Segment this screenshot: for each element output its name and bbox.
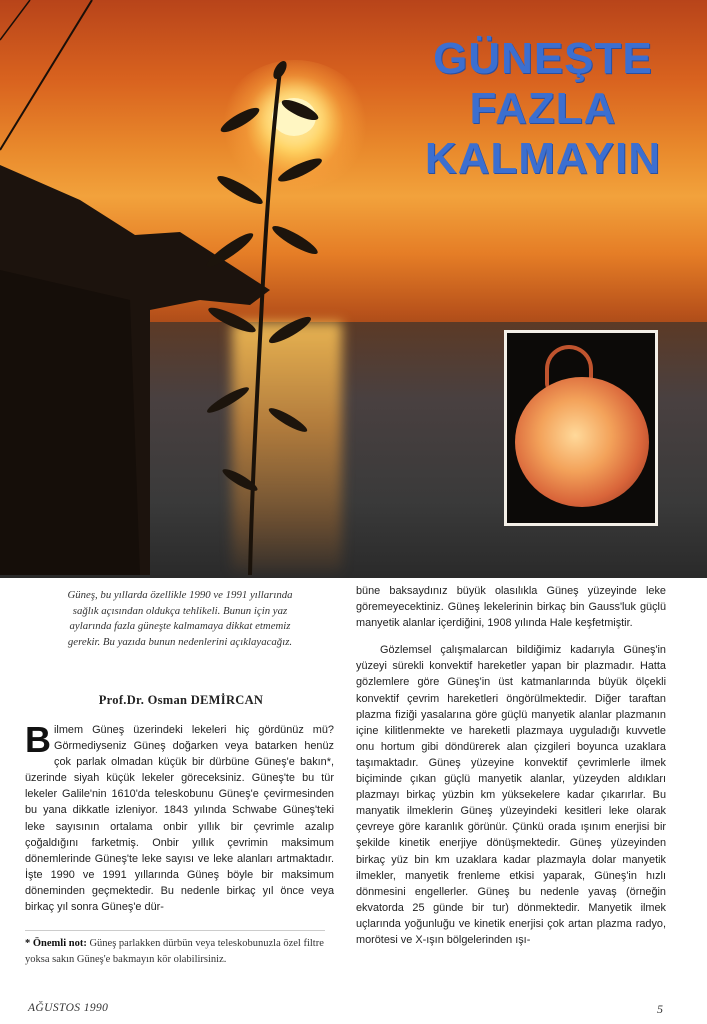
title-line-3: KALMAYIN <box>424 134 661 183</box>
right-column <box>356 583 666 948</box>
author-byline: Prof.Dr. Osman DEMİRCAN <box>98 693 264 707</box>
sun-closeup-photo <box>504 330 658 526</box>
footnote-text: Güneş parlakken dürbün veya teleskobunuzla özel filtre yoksa sakın Güneş'e bakmayın kör olabilirsiniz. <box>25 938 324 965</box>
right-paragraph-1: büne baksaydınız büyük olasılıkla Güneş yüzeyinde leke göremeyecektiniz. Güneş lekelerinin birkaç bin Gauss'luk güçlü manyetik alanlar içerdiğini, 1908 yılında Hale keşfetmiştir. <box>356 585 666 630</box>
intro-caption: Güneş, bu yıllarda özellikle 1990 ve 1991 yıllarında sağlık açısından oldukça tehlikeli. Bunun için yaz aylarında fazla güneşte kalmamaya dikkat etmemiz gerekir. Bu yazıda bunun nedenlerini açıklayacağız. <box>67 589 293 648</box>
footnote-divider <box>25 930 325 931</box>
sun-ball <box>515 377 649 507</box>
right-paragraph-2: Gözlemsel çalışmalarcan bildiğimiz kadarıyla Güneş'in yüzeyi sürekli konvektif hareketler yapan bir plazmadır. Hatta gözlemlere göre Güneş'in üst katmanlarında büyük ölçekli konvektif çevrim hareketleri öngörülmektedir. Diğer taraftan plazma fiziği yasalarına göre güçlü manyetik alanlar plazmanın içine kilitlenmekte ve hareketli plazmaya uyguladığı kuvvetle onu hortum gibi döndürerek alan çizgileri boyunca uzaklara taşımaktadır. Güneş yüzeyine konvektif çevrimlerle ilmek biçiminde çıkan güçlü manyetik alanlar, yüzeyden aldıkları plazmayı birkaç yüzbin km yüksekelere kadar çıkarırlar. Bu manyatik ilmeklerin Güneş yüzeyindeki kesitleri leke olarak çevreye göre karanlık görünür. Çünkü orada ışınım enerjisi bir şekilde kinetik enerjiye dönüşmektedir. Güneş yüzeyinden birkaç yüz bin km uzaklara kadar plazmayla dolar manyetik ilmekler, manyetik frenleme etkisi yaparak, Güneş'in hızlı dönmesini engellerler. Güneş bu nedenle yavaş (örneğin ekvatorda 25 günde bir tur) dönmektedir. Manyetik ilmek uçlarında yoğunluğu ve kinetik enerjisi çok artan plazma radyo, morötesi ve X-ışın bölgelerinden ışı- <box>356 644 666 946</box>
footnote <box>25 936 334 967</box>
title-line-1: GÜNEŞTE <box>433 34 653 83</box>
page-number: 5 <box>657 1002 663 1016</box>
issue-date: AĞUSTOS 1990 <box>28 1002 109 1014</box>
left-column-text: ilmem Güneş üzerindeki lekeleri hiç gördünüz mü? Görmediyseniz Güneş doğarken veya batarken henüz çok parlak olmadan küçük bir dürbüne Güneş'e bakın*, üzerinde siyah küçük lekeler göreceksiniz. Güneş'te bu tür lekeler Galile'nin 1610'da teleskobunu Güneş'e çevirmesinden bu yana dikkatle izleniyor. 1843 yılında Schwabe Güneş'teki leke sayısının ortalama onbir yıllık bir çevrimle azalıp çoğaldığını farketmiş. Onbir yıllık çevrimin maksimum dönemlerinde Güneş'te leke sayısı ve leke alanları artmaktadır. İşte 1990 ve 1991 yıllarında Güneş böyle bir maksimum döneminden geçmektedir. Bu nedenle birkaç yıl önce veya birkaç yıl sonra Güneş'e dür- <box>25 724 334 914</box>
left-column <box>25 719 334 915</box>
title-line-2: FAZLA <box>469 84 617 133</box>
drop-cap: B <box>25 719 51 760</box>
footnote-label: * Önemli not: <box>25 938 87 949</box>
article-title <box>425 34 661 184</box>
